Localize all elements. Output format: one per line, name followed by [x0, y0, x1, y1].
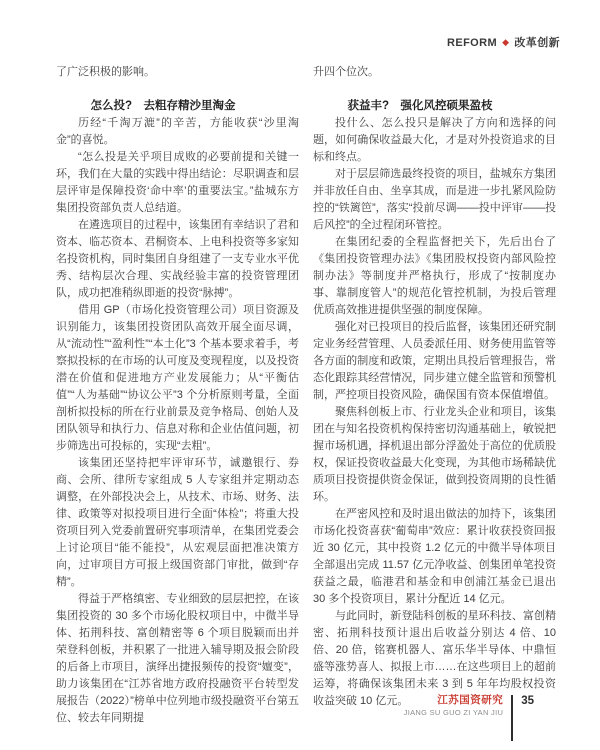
- header-section-label: 改革创新: [514, 37, 560, 49]
- paragraph-continuation: 升四个位次。: [313, 66, 379, 78]
- article-body: [56, 64, 556, 727]
- paragraph: 与此同时，新登陆科创板的星环科技、富创精密、拓荆科技预计退出后收益分别达 4 倍、10 倍、20 倍，铭赛机器人、富乐华半导体、中鼎恒盛等涨势喜人、拟报上市……在这些项目上的超前运筹，将确保该集团未来 3 到 5 年年均股权投资收益突破 10 亿元。: [313, 610, 556, 707]
- section-heading-how-to-invest: 怎么投? 去粗存精沙里淘金: [90, 100, 236, 112]
- diamond-icon: ◆: [502, 37, 510, 47]
- section-heading-rich-gains: 获益丰? 强化风控硕果盈枝: [347, 100, 493, 112]
- journal-name-zh: 江苏国资研究: [437, 694, 504, 706]
- journal-name-block: [404, 694, 504, 718]
- paragraph: 聚焦科创板上市、行业龙头企业和项目，该集团在与知名投资机构保持密切沟通基础上，敏锐把握市场机遇，择机退出部分浮盈处于高位的优质股权，保证投资收益最大化变现，为其他市场稀缺优质项目投资提供资金保证，做到投资周期的良性循环。: [313, 406, 556, 503]
- paragraph: “怎么投是关乎项目成败的必要前提和关键一环，我们在大量的实践中得出结论：尽职调查和层层评审是保障投资‘命中率’的重要法宝。”盐城东方集团投资部负责人总结道。: [56, 151, 299, 214]
- paragraph: 借用 GP（市场化投资管理公司）项目资源及识别能力，该集团投资团队高效开展全面尽调，从“流动性”“盈利性”“本土化”3 个基本要求着手，考察拟投标的在市场的认可度及变现程度，以及投资潜在价值和促进地方产业发展能力；从“平衡估值”“人为基础”“协议公平”3 个分析原则考量，全面剖析拟投标的所在行业前景及竞争格局、创始人及团队领导和执行力、信息对称和企业估值问题，初步筛选出可投标的，实现“去粗”。: [56, 304, 299, 452]
- article-column-left: [56, 64, 299, 727]
- paragraph: 强化对已投项目的投后监督，该集团还研究制定业务经营管理、人员委派任用、财务使用监管等各方面的制度和政策，定期出具投后管理报告，常态化跟踪其经营情况，同步建立健全监管和预警机制，严控项目投资风险，确保国有资本保值增值。: [313, 321, 556, 401]
- page-header: [447, 34, 560, 50]
- header-reform-label: REFORM: [446, 37, 498, 49]
- paragraph: 在遴选项目的过程中，该集团有幸结识了君和资本、临芯资本、君桐资本、上电科投资等多家知名投资机构，同时集团自身组建了一支专业水平优秀、结构层次合理、实战经验丰富的投资管理团队，成功把准稍纵即逝的投资“脉搏”。: [56, 219, 299, 299]
- paragraph: 历经“千淘万漉”的辛苦，方能收获“沙里淘金”的喜悦。: [56, 117, 299, 146]
- article-column-right: [313, 64, 556, 727]
- paragraph: 得益于严格缜密、专业细致的层层把控，在该集团投资的 30 多个市场化股权项目中，中微半导体、拓荆科技、富创精密等 6 个项目脱颖而出并荣登科创板，并积累了一批进入辅导期及报会阶段的后备上市项目，演绎出捷报频传的投资“嬗变”，助力该集团在“江苏省地方政府投融资平台转型发展报告（2022）”榜单中位列地市级投融资平台第五位、较去年同期提: [56, 593, 299, 724]
- paragraph: 投什么、怎么投只是解决了方向和选择的问题，如何确保收益最大化，才是对外投资追求的目标和终点。: [313, 117, 556, 163]
- paragraph: 在集团纪委的全程监督把关下，先后出台了《集团投资管理办法》《集团股权投资内部风险控制办法》等制度并严格执行，形成了“按制度办事、靠制度管人”的规范化管控机制，为投后管理优质高效推进提供坚强的制度保障。: [313, 236, 556, 316]
- journal-name-pinyin: JIANG SU GUO ZI YAN JIU: [403, 708, 504, 717]
- footer-divider: [511, 695, 513, 741]
- paragraph: 对于层层筛选最终投资的项目，盐城东方集团并非放任自由、坐享其成，而是进一步扎紧风险防控的“铁篱笆”，落实“投前尽调——投中评审——投后风控”的全过程闭环管控。: [313, 168, 556, 231]
- page-number: 35: [521, 695, 534, 707]
- paragraph: 该集团还坚持把牢评审环节，诚邀银行、券商、会所、律所专家组成 5 人专家组并定期动态调整，在外部投决会上，从技术、市场、财务、法律、政策等对拟投项目进行全面“体检”；将重大投资项目列入党委前置研究事项清单，在集团党委会上讨论项目“能不能投”，从宏观层面把准决策方向，过审项目方可报上级国资部门审批，做到“存精”。: [56, 457, 299, 588]
- journal-footer: [404, 694, 534, 741]
- paragraph-continuation: 了广泛积极的影响。: [56, 66, 155, 78]
- paragraph: 在严密风控和及时退出做法的加持下，该集团市场化投资喜获“葡萄串”效应：累计收获投资回报近 30 亿元，其中投资 1.2 亿元的中微半导体项目全部退出完成 11.57 亿元净收益、创集团单笔投资获益之最，临港君和基金和申创浦江基金已退出 30 多个投资项目，累计分配近 14 亿元。: [313, 508, 556, 605]
